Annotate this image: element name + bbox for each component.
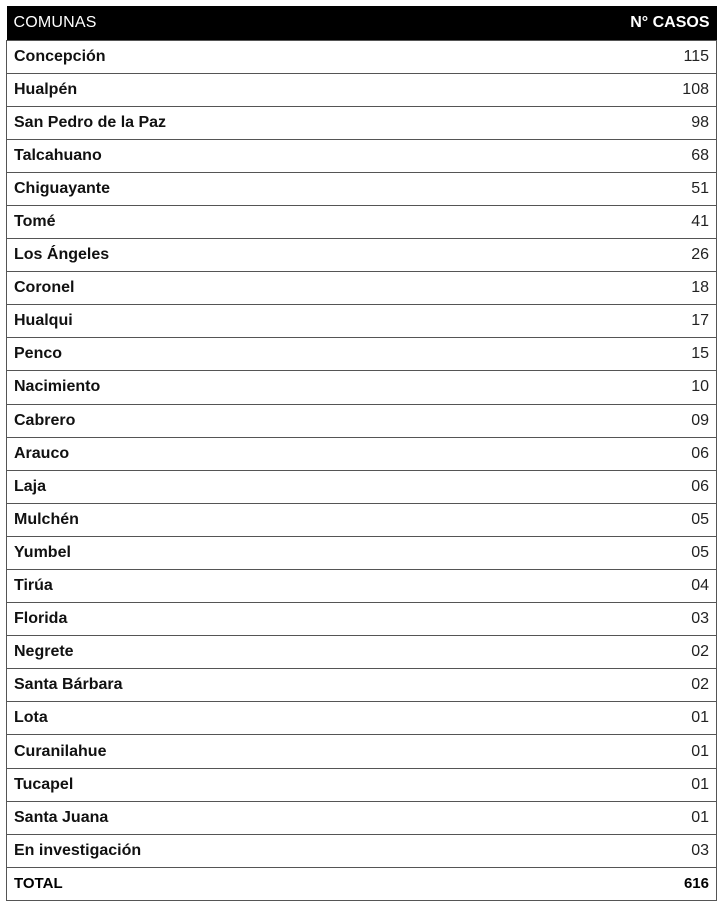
comuna-name: Santa Juana <box>7 801 567 834</box>
total-label: TOTAL <box>7 867 567 900</box>
table-row <box>7 272 717 305</box>
case-count: 09 <box>567 404 717 437</box>
case-count: 05 <box>567 536 717 569</box>
comuna-name: Nacimiento <box>7 371 567 404</box>
header-row <box>7 6 717 40</box>
case-count: 108 <box>567 73 717 106</box>
case-count: 03 <box>567 603 717 636</box>
comuna-name: Tucapel <box>7 768 567 801</box>
table-row <box>7 669 717 702</box>
comuna-name: Tirúa <box>7 570 567 603</box>
comuna-name: Coronel <box>7 272 567 305</box>
table-row <box>7 404 717 437</box>
case-count: 06 <box>567 437 717 470</box>
case-count: 10 <box>567 371 717 404</box>
case-count: 01 <box>567 768 717 801</box>
case-count: 51 <box>567 172 717 205</box>
case-count: 01 <box>567 735 717 768</box>
comuna-name: Cabrero <box>7 404 567 437</box>
table-row <box>7 503 717 536</box>
case-count: 41 <box>567 205 717 238</box>
total-value: 616 <box>567 867 717 900</box>
comuna-name: Mulchén <box>7 503 567 536</box>
comuna-name: Concepción <box>7 40 567 73</box>
comuna-name: Penco <box>7 338 567 371</box>
comuna-name: Chiguayante <box>7 172 567 205</box>
case-count: 01 <box>567 702 717 735</box>
table-row <box>7 437 717 470</box>
table-row <box>7 735 717 768</box>
comuna-name: En investigación <box>7 834 567 867</box>
table-row <box>7 338 717 371</box>
comuna-name: Hualqui <box>7 305 567 338</box>
table-row <box>7 570 717 603</box>
case-count: 15 <box>567 338 717 371</box>
table-row <box>7 371 717 404</box>
total-row <box>7 867 717 900</box>
case-count: 26 <box>567 239 717 272</box>
table-row <box>7 305 717 338</box>
table-row <box>7 536 717 569</box>
case-count: 06 <box>567 470 717 503</box>
table-row <box>7 470 717 503</box>
table-row <box>7 40 717 73</box>
comuna-name: San Pedro de la Paz <box>7 106 567 139</box>
table-row <box>7 603 717 636</box>
comuna-name: Florida <box>7 603 567 636</box>
case-count: 18 <box>567 272 717 305</box>
comuna-name: Tomé <box>7 205 567 238</box>
comuna-name: Arauco <box>7 437 567 470</box>
case-count: 02 <box>567 669 717 702</box>
case-count: 98 <box>567 106 717 139</box>
header-casos: N° CASOS <box>630 13 710 31</box>
table-footer <box>7 867 717 900</box>
comuna-name: Negrete <box>7 636 567 669</box>
case-count: 68 <box>567 139 717 172</box>
table-row <box>7 801 717 834</box>
cases-by-commune-table <box>6 6 717 901</box>
table-row <box>7 172 717 205</box>
table-row <box>7 834 717 867</box>
case-count: 01 <box>567 801 717 834</box>
comuna-name: Talcahuano <box>7 139 567 172</box>
case-count: 17 <box>567 305 717 338</box>
case-count: 03 <box>567 834 717 867</box>
comuna-name: Lota <box>7 702 567 735</box>
comuna-name: Laja <box>7 470 567 503</box>
case-count: 05 <box>567 503 717 536</box>
table-row <box>7 73 717 106</box>
table-row <box>7 636 717 669</box>
comuna-name: Yumbel <box>7 536 567 569</box>
table-row <box>7 768 717 801</box>
case-count: 02 <box>567 636 717 669</box>
header-comunas: COMUNAS <box>13 13 97 31</box>
table-row <box>7 106 717 139</box>
table-row <box>7 239 717 272</box>
comuna-name: Hualpén <box>7 73 567 106</box>
comuna-name: Curanilahue <box>7 735 567 768</box>
table-row <box>7 702 717 735</box>
table-row <box>7 139 717 172</box>
table-body <box>7 40 717 867</box>
table-header <box>7 6 717 40</box>
case-count: 115 <box>567 40 717 73</box>
case-count: 04 <box>567 570 717 603</box>
comuna-name: Santa Bárbara <box>7 669 567 702</box>
comuna-name: Los Ángeles <box>7 239 567 272</box>
table-row <box>7 205 717 238</box>
